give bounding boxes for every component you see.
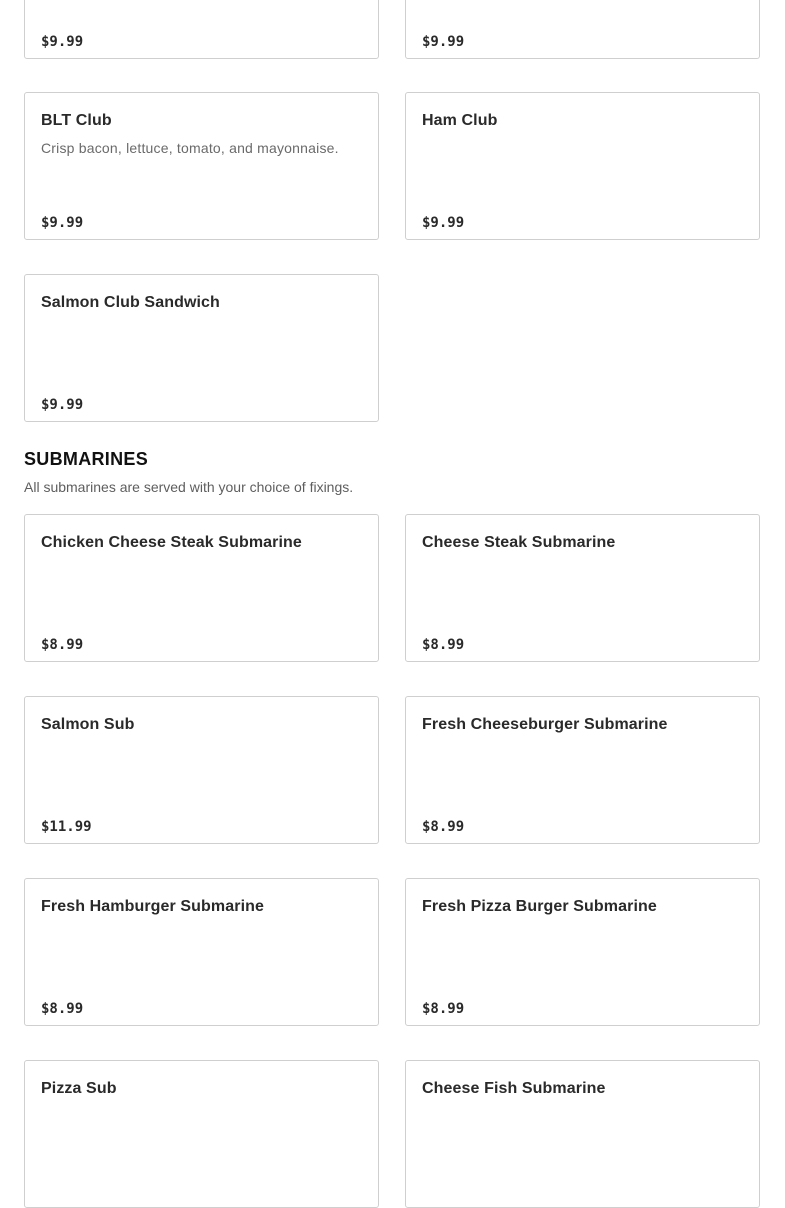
menu-item-price: $8.99 [422,1001,465,1017]
menu-item-name: Fresh Pizza Burger Submarine [422,898,657,915]
menu-item-card-cheese-fish-submarine[interactable] [405,1060,760,1208]
menu-item-card-chicken-cheese-steak-submarine[interactable] [24,514,379,662]
menu-item-price: $9.99 [41,215,84,231]
menu-item-name: Pizza Sub [41,1080,117,1097]
menu-item-price: $9.99 [422,215,465,231]
menu-item-card-fresh-pizza-burger-submarine[interactable] [405,878,760,1026]
menu-item-description: Crisp bacon, lettuce, tomato, and mayonnaise. [41,140,339,156]
menu-item-price: $9.99 [422,34,465,50]
menu-item-price: $11.99 [41,819,92,835]
menu-item-card-fresh-hamburger-submarine[interactable] [24,878,379,1026]
menu-item-name: Chicken Cheese Steak Submarine [41,534,302,551]
menu-item-name: Salmon Sub [41,716,135,733]
menu-item-price: $8.99 [41,1001,84,1017]
menu-item-card[interactable] [24,0,379,59]
menu-item-name: Ham Club [422,112,498,129]
section-description: All submarines are served with your choice of fixings. [24,479,354,495]
menu-item-card-salmon-sub[interactable] [24,696,379,844]
menu-item-card[interactable] [405,0,760,59]
menu-item-name: Salmon Club Sandwich [41,294,220,311]
menu-item-price: $8.99 [41,637,84,653]
menu-item-price: $9.99 [41,34,84,50]
menu-item-card-pizza-sub[interactable] [24,1060,379,1208]
menu-item-card-salmon-club-sandwich[interactable] [24,274,379,422]
menu-item-card-fresh-cheeseburger-submarine[interactable] [405,696,760,844]
menu-item-price: $9.99 [41,397,84,413]
menu-item-name: Fresh Cheeseburger Submarine [422,716,668,733]
section-title-submarines: SUBMARINES [24,449,149,469]
menu-item-card-cheese-steak-submarine[interactable] [405,514,760,662]
menu-item-name: Cheese Steak Submarine [422,534,616,551]
menu-item-card-ham-club[interactable] [405,92,760,240]
menu-item-price: $8.99 [422,819,465,835]
menu-item-name: Cheese Fish Submarine [422,1080,606,1097]
menu-item-name: Fresh Hamburger Submarine [41,898,264,915]
menu-item-name: BLT Club [41,112,112,129]
menu-item-price: $8.99 [422,637,465,653]
menu-item-card-blt-club[interactable] [24,92,379,240]
